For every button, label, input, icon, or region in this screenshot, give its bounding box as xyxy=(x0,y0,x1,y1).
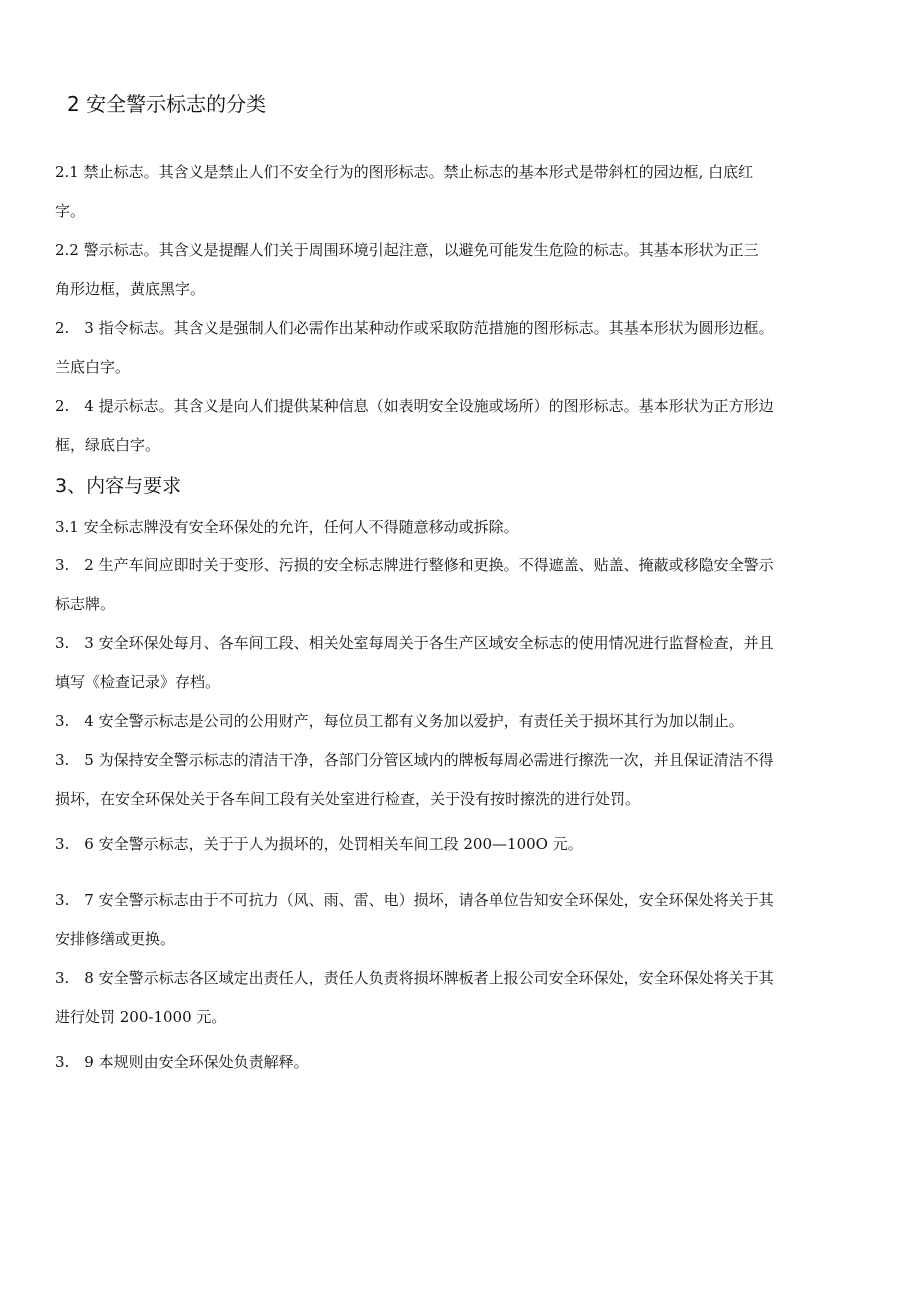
clause-3-9 xyxy=(55,1043,865,1082)
clause-line: 3. 6 安全警示标志，关于于人为损坏的，处罚相关车间工段 200—100O 元。 xyxy=(55,835,583,853)
clause-line: 3.1 安全标志牌没有安全环保处的允许，任何人不得随意移动或拆除。 xyxy=(55,518,519,536)
clause-line: 3. 2 生产车间应即时关于变形、污损的安全标志牌进行整修和更换。不得遮盖、贴盖、掩蔽或移隐安全警示 xyxy=(55,556,774,574)
clause-line: 角形边框，黄底黑字。 xyxy=(55,280,206,298)
clause-3-3 xyxy=(55,624,865,702)
clause-line: 安排修缮或更换。 xyxy=(55,930,176,948)
clause-line: 兰底白字。 xyxy=(55,358,131,376)
clause-line: 2. 4 提示标志。其含义是向人们提供某种信息（如表明安全设施或场所）的图形标志。基本形状为正方形边 xyxy=(55,397,774,415)
clause-line: 进行处罚 200-1000 元。 xyxy=(55,1008,227,1026)
clause-3-6 xyxy=(55,825,865,864)
clause-3-4 xyxy=(55,702,865,741)
clause-2-3 xyxy=(55,309,865,387)
clause-line: 3. 4 安全警示标志是公司的公用财产，每位员工都有义务加以爱护，有责任关于损坏其行为加以制止。 xyxy=(55,712,744,730)
clause-line: 3. 5 为保持安全警示标志的清洁干净，各部门分管区域内的牌板每周必需进行擦洗一次，并且保证清洁不得 xyxy=(55,751,774,769)
clause-3-2 xyxy=(55,546,865,624)
clause-line: 3. 3 安全环保处每月、各车间工段、相关处室每周关于各生产区域安全标志的使用情况进行监督检查，并且 xyxy=(55,634,774,652)
clause-line: 2.1 禁止标志。其含义是禁止人们不安全行为的图形标志。禁止标志的基本形式是带斜杠的园边框, 白底红 xyxy=(55,163,754,181)
clause-line: 3. 7 安全警示标志由于不可抗力（风、雨、雷、电）损坏，请各单位告知安全环保处，安全环保处将关于其 xyxy=(55,891,774,909)
clause-3-5 xyxy=(55,741,865,819)
clause-line: 字。 xyxy=(55,202,86,220)
clause-line: 3. 9 本规则由安全环保处负责解释。 xyxy=(55,1053,309,1071)
section-3-heading: 3、内容与要求 xyxy=(55,475,182,497)
clause-3-7 xyxy=(55,881,865,959)
clause-line: 标志牌。 xyxy=(55,595,116,613)
clause-2-1 xyxy=(55,153,865,231)
clause-line: 2. 3 指令标志。其含义是强制人们必需作出某种动作或采取防范措施的图形标志。其基本形状为圆形边框。 xyxy=(55,319,774,337)
clause-line: 3. 8 安全警示标志各区域定出责任人，责任人负责将损坏牌板者上报公司安全环保处，安全环保处将关于其 xyxy=(55,969,774,987)
clause-2-2 xyxy=(55,231,865,309)
clause-line: 2.2 警示标志。其含义是提醒人们关于周围环境引起注意，以避免可能发生危险的标志。其基本形状为正三 xyxy=(55,241,759,259)
section-2-heading: 2 安全警示标志的分类 xyxy=(67,92,267,116)
clause-line: 框，绿底白字。 xyxy=(55,436,161,454)
clause-line: 填写《检查记录》存档。 xyxy=(55,673,221,691)
clause-2-4 xyxy=(55,387,865,465)
clause-3-1 xyxy=(55,508,865,547)
clause-line: 损坏，在安全环保处关于各车间工段有关处室进行检查，关于没有按时擦洗的进行处罚。 xyxy=(55,790,641,808)
clause-3-8 xyxy=(55,959,865,1037)
